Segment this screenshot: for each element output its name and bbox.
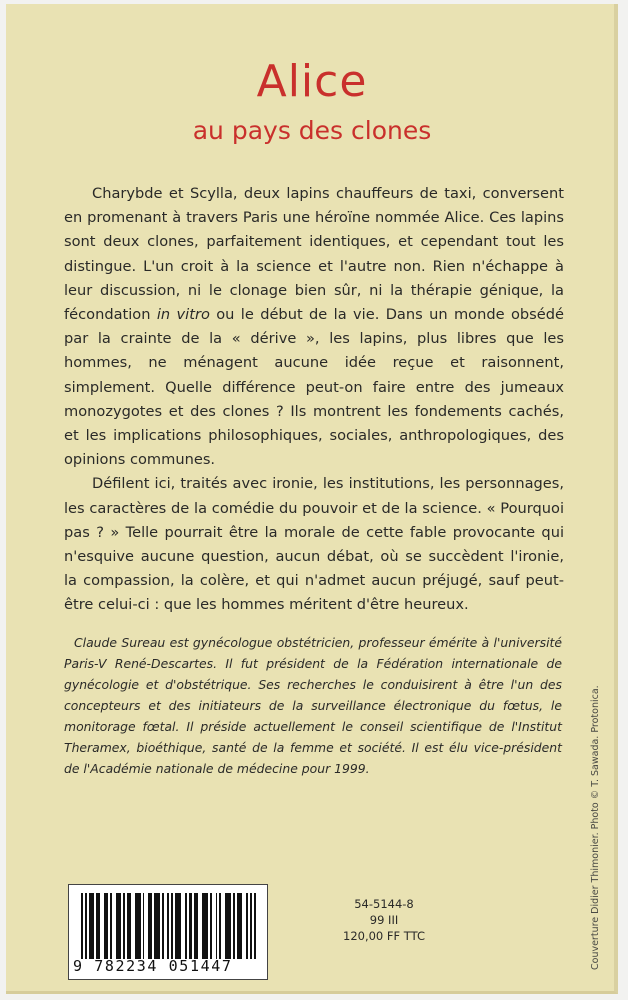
- blurb: [64, 182, 564, 618]
- barcode-bar: [254, 893, 256, 959]
- book-subtitle: au pays des clones: [192, 116, 432, 145]
- author-bio: Claude Sureau est gynécologue obstétricien, professeur émérite à l'université Paris-V René-Descartes. Il fut président de la Fédération internationale de gynécologie et d'obstétrique. Ses recherches le conduisirent à être l'un des concepteurs et des initiateurs de la surveillance électronique du fœtus, le monitorage fœtal. Il préside actuellement le conseil scientifique de l'Institut Theramex, bioéthique, santé de la femme et société. Il est élu vice-président de l'Académie nationale de médecine pour 1999.: [64, 635, 562, 776]
- barcode: [68, 884, 268, 980]
- price-codes: [324, 896, 444, 944]
- barcode-bars: [81, 893, 257, 959]
- cover-credit: Couverture Didier Thimonier. Photo © T. Sawada. Protonica.: [590, 685, 601, 970]
- blurb-paragraph-2: Défilent ici, traités avec ironie, les institutions, les personnages, les caractères de la comédie du pouvoir et de la science. « Pourquoi pas ? » Telle pourrait être la morale de cette fable provocante qui n'esquive aucune question, aucun débat, où se succèdent l'ironie, la compassion, la colère, et qui n'admet aucun préjugé, sauf peut-être celui-ci : que les hommes méritent d'être heureux.: [64, 475, 564, 614]
- reference-code: 54-5144-8: [354, 897, 414, 911]
- blurb-paragraph-1: [64, 182, 564, 472]
- blurb-p1-italic: in vitro: [156, 306, 210, 324]
- blurb-p1-part2: ou le début de la vie. Dans un monde obsédé par la crainte de la « dérive », les lapins, plus libres que les hommes, ne ménagent aucune idée reçue et raisonnent, simplement. Quelle différence peut-on faire entre des jumeaux monozygotes et des clones ? Ils montrent les fondements cachés, et les implications philosophiques, sociales, anthropologiques, des opinions communes.: [64, 306, 564, 469]
- ean-number: 9 782234 051447: [73, 957, 233, 975]
- price-label: 120,00 FF TTC: [343, 929, 425, 943]
- secondary-code: 99 III: [369, 913, 399, 927]
- blurb-p1-part1: Charybde et Scylla, deux lapins chauffeurs de taxi, conversent en promenant à travers Paris une héroïne nommée Alice. Ces lapins sont deux clones, parfaitement identiques, et cependant tout les distingue. L'un croit à la science et l'autre non. Rien n'échappe à leur discussion, ni le clonage bien sûr, ni la thérapie génique, la fécondation: [64, 185, 564, 324]
- book-title: Alice: [256, 56, 368, 107]
- back-cover: [6, 4, 618, 994]
